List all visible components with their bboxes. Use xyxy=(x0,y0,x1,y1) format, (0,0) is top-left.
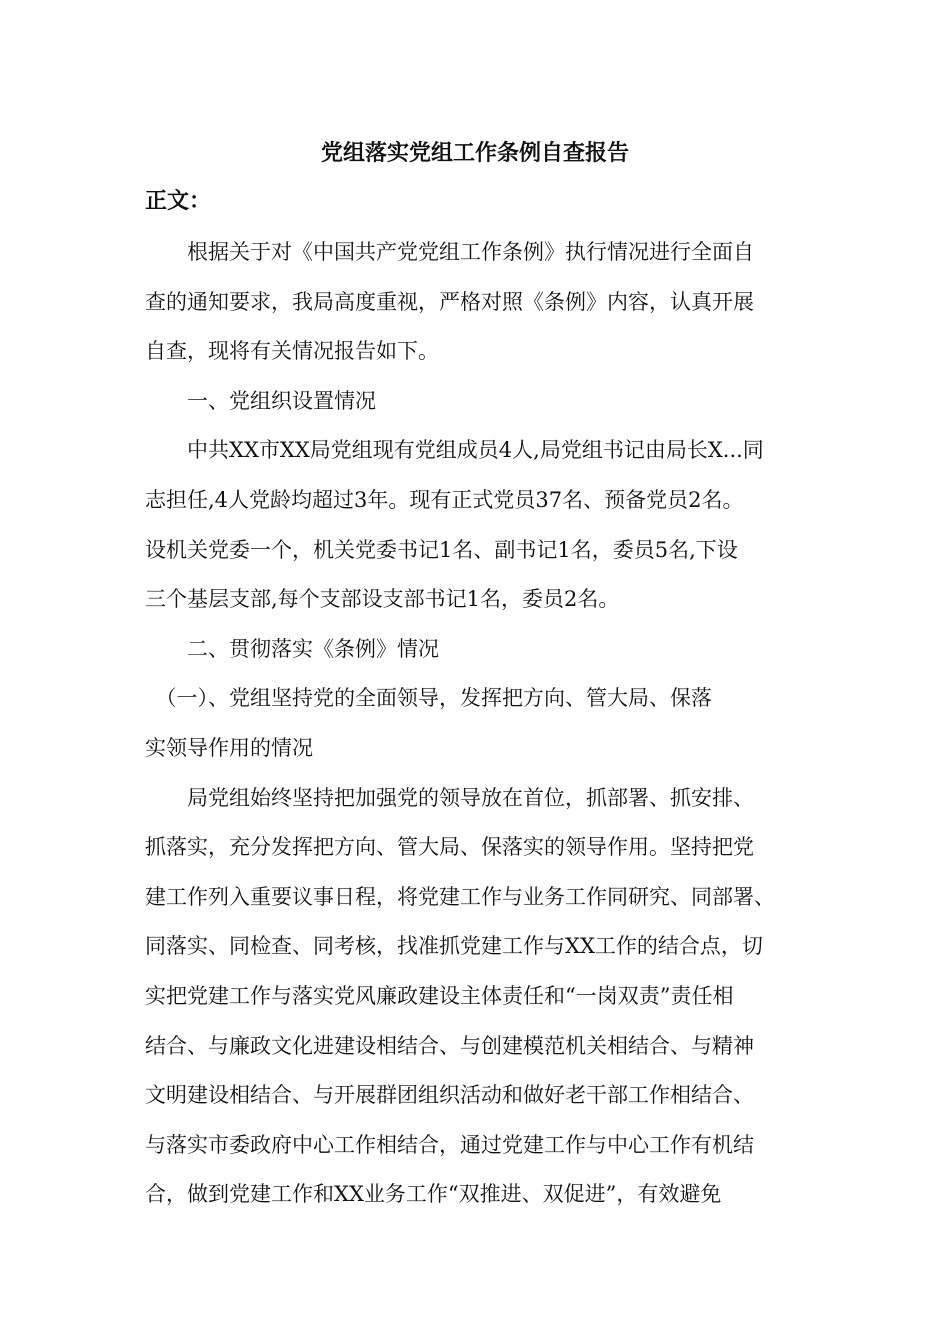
text-line: 设机关党委一个，机关党委书记1名、副书记1名，委员5名,下设 xyxy=(145,537,738,562)
document-title: 党组落实党组工作条例自查报告 xyxy=(320,140,629,166)
text-line: 三个基层支部,每个支部设支部书记1名，委员2名。 xyxy=(145,587,620,612)
text-line: 志担任,4人党龄均超过3年。现有正式党员37名、预备党员2名。 xyxy=(145,487,744,512)
text-line: 自查，现将有关情况报告如下。 xyxy=(145,339,439,364)
text-line: 与落实市委政府中心工作相结合，通过党建工作与中心工作有机结 xyxy=(145,1132,754,1157)
text-line: 根据关于对《中国共产党党组工作条例》执行情况进行全面自 xyxy=(145,240,754,264)
document-body xyxy=(145,228,835,1220)
text-line: 合，做到党建工作和XX业务工作“双推进、双促进”，有效避免 xyxy=(145,1182,722,1207)
section-label: 正文： xyxy=(145,188,212,214)
subsection-heading: （一）、党组坚持党的全面领导，发挥把方向、管大局、保落 xyxy=(145,686,712,711)
section-heading: 一、党组织设置情况 xyxy=(145,388,376,413)
text-line: 结合、与廉政文化进建设相结合、与创建模范机关相结合、与精神 xyxy=(145,1033,754,1058)
text-line: 同落实、同检查、同考核，找准抓党建工作与XX工作的结合点，切 xyxy=(145,934,763,959)
text-line: 中共XX市XX局党组现有党组成员4人,局党组书记由局长X...同 xyxy=(145,438,764,463)
section-heading: 二、贯彻落实《条例》情况 xyxy=(145,636,439,661)
text-line: 局党组始终坚持把加强党的领导放在首位，抓部署、抓安排、 xyxy=(145,785,754,810)
text-line: 建工作列入重要议事日程，将党建工作与业务工作同研究、同部署、 xyxy=(145,884,775,909)
text-line: 实把党建工作与落实党风廉政建设主体责任和“一岗双责”责任相 xyxy=(145,983,734,1008)
subsection-heading: 实领导作用的情况 xyxy=(145,735,313,760)
text-line: 查的通知要求，我局高度重视，严格对照《条例》内容，认真开展 xyxy=(145,289,754,314)
text-line: 抓落实，充分发挥把方向、管大局、保落实的领导作用。坚持把党 xyxy=(145,835,754,860)
text-line: 文明建设相结合、与开展群团组织活动和做好老干部工作相结合、 xyxy=(145,1083,754,1108)
